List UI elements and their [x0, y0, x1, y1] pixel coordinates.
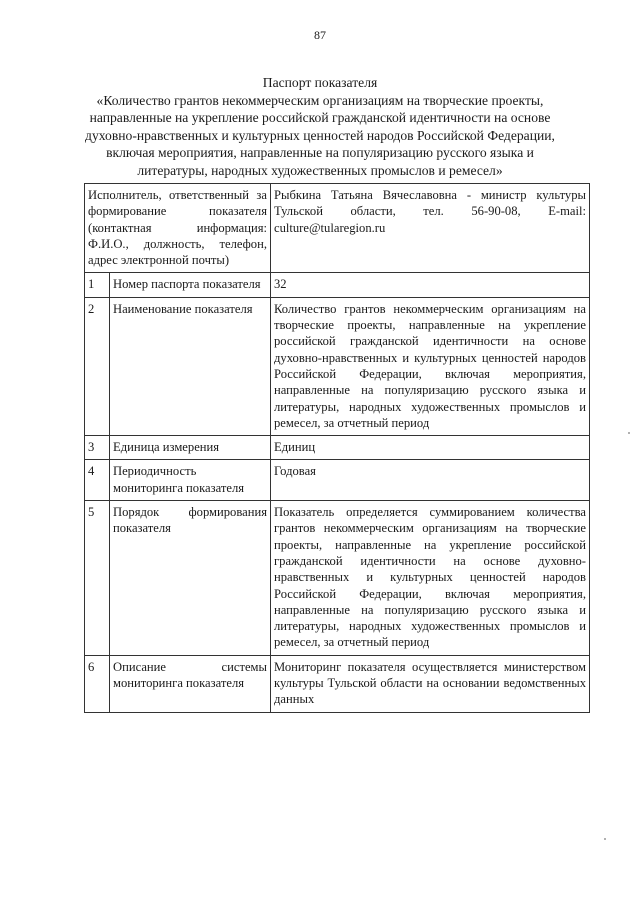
row-name: Единица измерения: [110, 436, 271, 460]
title-line: включая мероприятия, направленные на популяризацию русского языка и: [106, 145, 534, 161]
scan-speck: [604, 838, 606, 840]
passport-table: [84, 183, 590, 713]
row-value: Показатель определяется суммированием количества грантов некоммерческим организациям на творческие проекты, направленные на укрепление российской гражданской идентичности на основе духовно-нравственных и культурных ценностей народов Российской Федерации, включая мероприятия, направленные на популяризацию русского языка и литературы, народных художественных промыслов и ремесел, за отчетный период: [271, 501, 590, 656]
row-name: Периодичность мониторинга показателя: [110, 460, 271, 501]
row-value: Единиц: [271, 436, 590, 460]
page-number: 87: [314, 28, 326, 42]
table-row: [85, 297, 590, 435]
row-name: Номер паспорта показателя: [110, 273, 271, 297]
title-line: литературы, народных художественных промыслов и ремесел»: [137, 162, 503, 178]
table-row: [85, 501, 590, 656]
row-value: Количество грантов некоммерческим организациям на творческие проекты, направленные на укрепление российской гражданской идентичности на основе духовно-нравственных и культурных ценностей народов Российской Федерации, включая мероприятия, направленные на популяризацию русского языка и литературы, народных художественных промыслов и ремесел, за отчетный период: [271, 297, 590, 435]
responsible-label: Исполнитель, ответственный за формирование показателя (контактная информация: Ф.И.О., должность, телефон, адрес электронной почты): [85, 184, 271, 273]
title-line: направленные на укрепление российской гражданской идентичности на основе: [89, 110, 551, 126]
table-row: [85, 436, 590, 460]
row-name: Описание системы мониторинга показателя: [110, 655, 271, 712]
row-number: 5: [85, 501, 110, 656]
row-value: Годовая: [271, 460, 590, 501]
row-number: 6: [85, 655, 110, 712]
table-row: [85, 273, 590, 297]
table-row: [85, 460, 590, 501]
table-header-row: [85, 184, 590, 273]
row-number: 4: [85, 460, 110, 501]
row-number: 1: [85, 273, 110, 297]
document-title: [80, 74, 560, 180]
title-line: «Количество грантов некоммерческим организациям на творческие проекты,: [96, 92, 544, 108]
row-value: Мониторинг показателя осуществляется министерством культуры Тульской области на основании ведомственных данных: [271, 655, 590, 712]
row-name: Порядок формирования показателя: [110, 501, 271, 656]
table-row: [85, 655, 590, 712]
title-heading: Паспорт показателя: [262, 75, 378, 90]
title-line: духовно-нравственных и культурных ценностей народов Российской Федерации,: [85, 127, 555, 143]
scan-speck: [628, 432, 630, 434]
row-number: 2: [85, 297, 110, 435]
responsible-value: Рыбкина Татьяна Вячеславовна - министр культуры Тульской области, тел. 56-90-08, E-mail: culture@tularegion.ru: [271, 184, 590, 273]
row-number: 3: [85, 436, 110, 460]
row-value: 32: [271, 273, 590, 297]
row-name: Наименование показателя: [110, 297, 271, 435]
